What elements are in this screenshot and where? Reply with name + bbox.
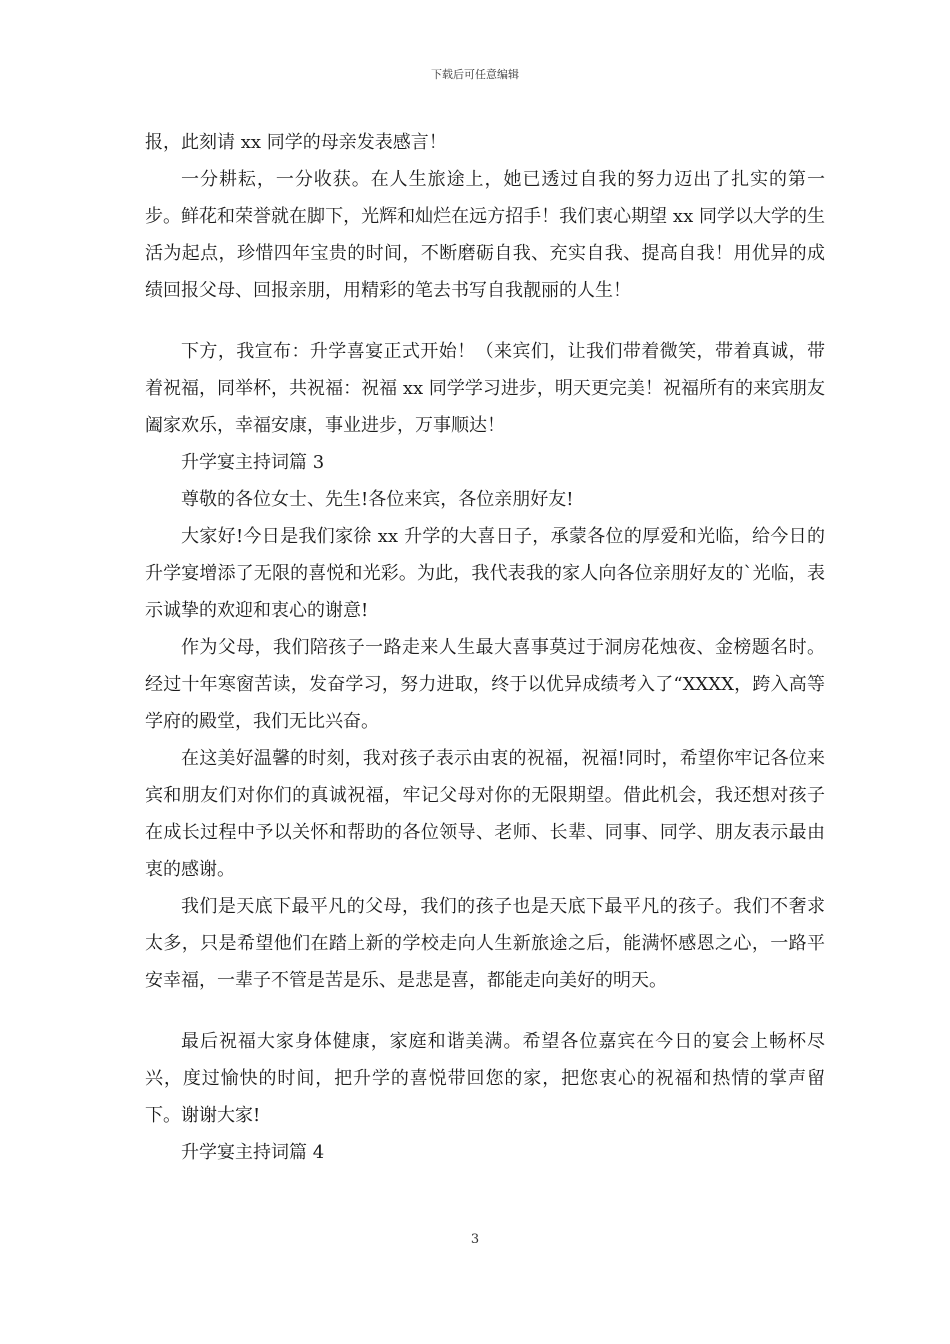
paragraph: 最后祝福大家身体健康，家庭和谐美满。希望各位嘉宾在今日的宴会上畅杯尽兴，度过愉快的时间，把升学的喜悦带回您的家，把您衷心的祝福和热情的掌声留下。谢谢大家! [145, 1031, 825, 1126]
section-heading: 升学宴主持词篇 4 [181, 1142, 325, 1163]
page-number: 3 [470, 1232, 480, 1247]
paragraph: 下方，我宣布：升学喜宴正式开始！（来宾们，让我们带着微笑，带着真诚，带着祝福，同举杯，共祝福：祝福 xx 同学学习进步，明天更完美！祝福所有的来宾朋友阖家欢乐，幸福安康，事业进步，万事顺达！ [145, 341, 825, 436]
paragraph-gap [145, 309, 825, 333]
paragraph-gap [145, 999, 825, 1023]
page-header: 下载后可任意编辑 [431, 68, 519, 81]
paragraph: 一分耕耘，一分收获。在人生旅途上，她已透过自我的努力迈出了扎实的第一步。鲜花和荣誉就在脚下，光辉和灿烂在远方招手！我们衷心期望 xx 同学以大学的生活为起点，珍惜四年宝贵的时间，不断磨砺自我、充实自我、提高自我！用优异的成绩回报父母、回报亲朋，用精彩的笔去书写自我靓丽的人生！ [145, 169, 825, 301]
paragraph: 我们是天底下最平凡的父母，我们的孩子也是天底下最平凡的孩子。我们不奢求太多，只是希望他们在踏上新的学校走向人生新旅途之后，能满怀感恩之心，一路平安幸福，一辈子不管是苦是乐、是悲是喜，都能走向美好的明天。 [145, 896, 825, 991]
paragraph: 尊敬的各位女士、先生!各位来宾，各位亲朋好友! [181, 489, 574, 510]
paragraph: 作为父母，我们陪孩子一路走来人生最大喜事莫过于洞房花烛夜、金榜题名时。经过十年寒窗苦读，发奋学习，努力进取，终于以优异成绩考入了“XXXX，跨入高等学府的殿堂，我们无比兴奋。 [145, 637, 825, 732]
paragraph: 在这美好温馨的时刻，我对孩子表示由衷的祝福，祝福!同时，希望你牢记各位来宾和朋友们对你们的真诚祝福，牢记父母对你的无限期望。借此机会，我还想对孩子在成长过程中予以关怀和帮助的各位领导、老师、长辈、同事、同学、朋友表示最由衷的感谢。 [145, 748, 825, 880]
document-body [145, 124, 825, 1171]
paragraph: 大家好!今日是我们家徐 xx 升学的大喜日子，承蒙各位的厚爱和光临，给今日的升学宴增添了无限的喜悦和光彩。为此，我代表我的家人向各位亲朋好友的`光临，表示诚挚的欢迎和衷心的谢意! [145, 526, 825, 621]
paragraph: 报，此刻请 xx 同学的母亲发表感言！ [145, 132, 447, 153]
section-heading: 升学宴主持词篇 3 [181, 452, 325, 473]
